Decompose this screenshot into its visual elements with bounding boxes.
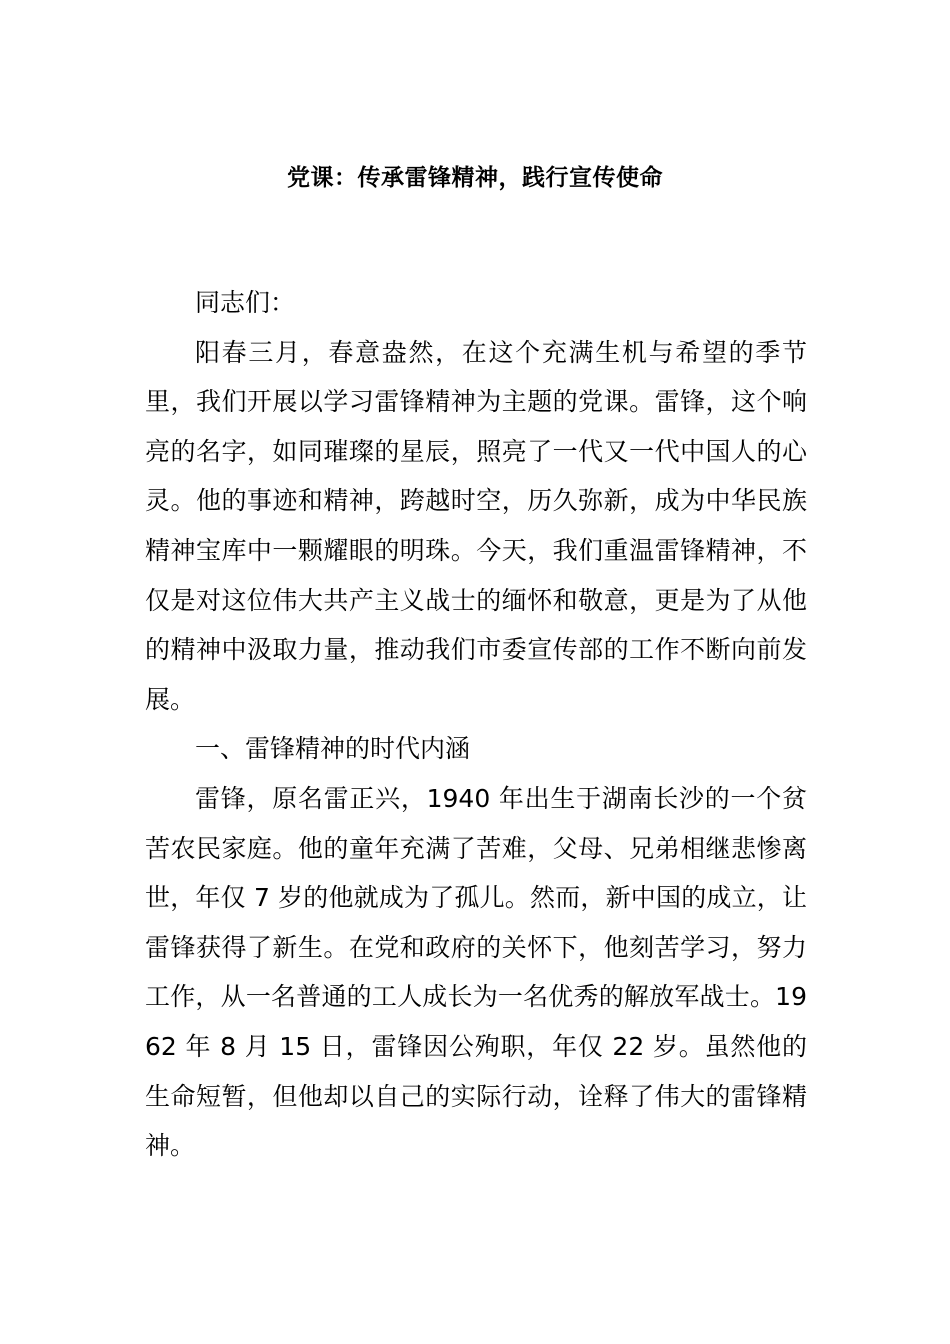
paragraph-intro: 阳春三月，春意盎然，在这个充满生机与希望的季节里，我们开展以学习雷锋精神为主题的党课。雷锋，这个响亮的名字，如同璀璨的星辰，照亮了一代又一代中国人的心灵。他的事迹和精神，跨越时空，历久弥新，成为中华民族精神宝库中一颗耀眼的明珠。今天，我们重温雷锋精神，不仅是对这位伟大共产主义战士的缅怀和敬意，更是为了从他的精神中汲取力量，推动我们市委宣传部的工作不断向前发展。 [145,337,807,714]
paragraph-biography: 雷锋，原名雷正兴，1940 年出生于湖南长沙的一个贫苦农民家庭。他的童年充满了苦难，父母、兄弟相继悲惨离世，年仅 7 岁的他就成为了孤儿。然而，新中国的成立，让雷锋获得了新生。在党和政府的关怀下，他刻苦学习，努力工作，从一名普通的工人成长为一名优秀的解放军战士。1962 年 8 月 15 日，雷锋因公殉职，年仅 22 岁。虽然他的生命短暂，但他却以自己的实际行动，诠释了伟大的雷锋精神。 [145,783,807,1161]
section-heading: 一、雷锋精神的时代内涵 [195,734,471,764]
salutation: 同志们： [195,288,296,317]
document-body [145,278,807,1171]
document-title: 党课：传承雷锋精神，践行宣传使命 [287,165,663,191]
